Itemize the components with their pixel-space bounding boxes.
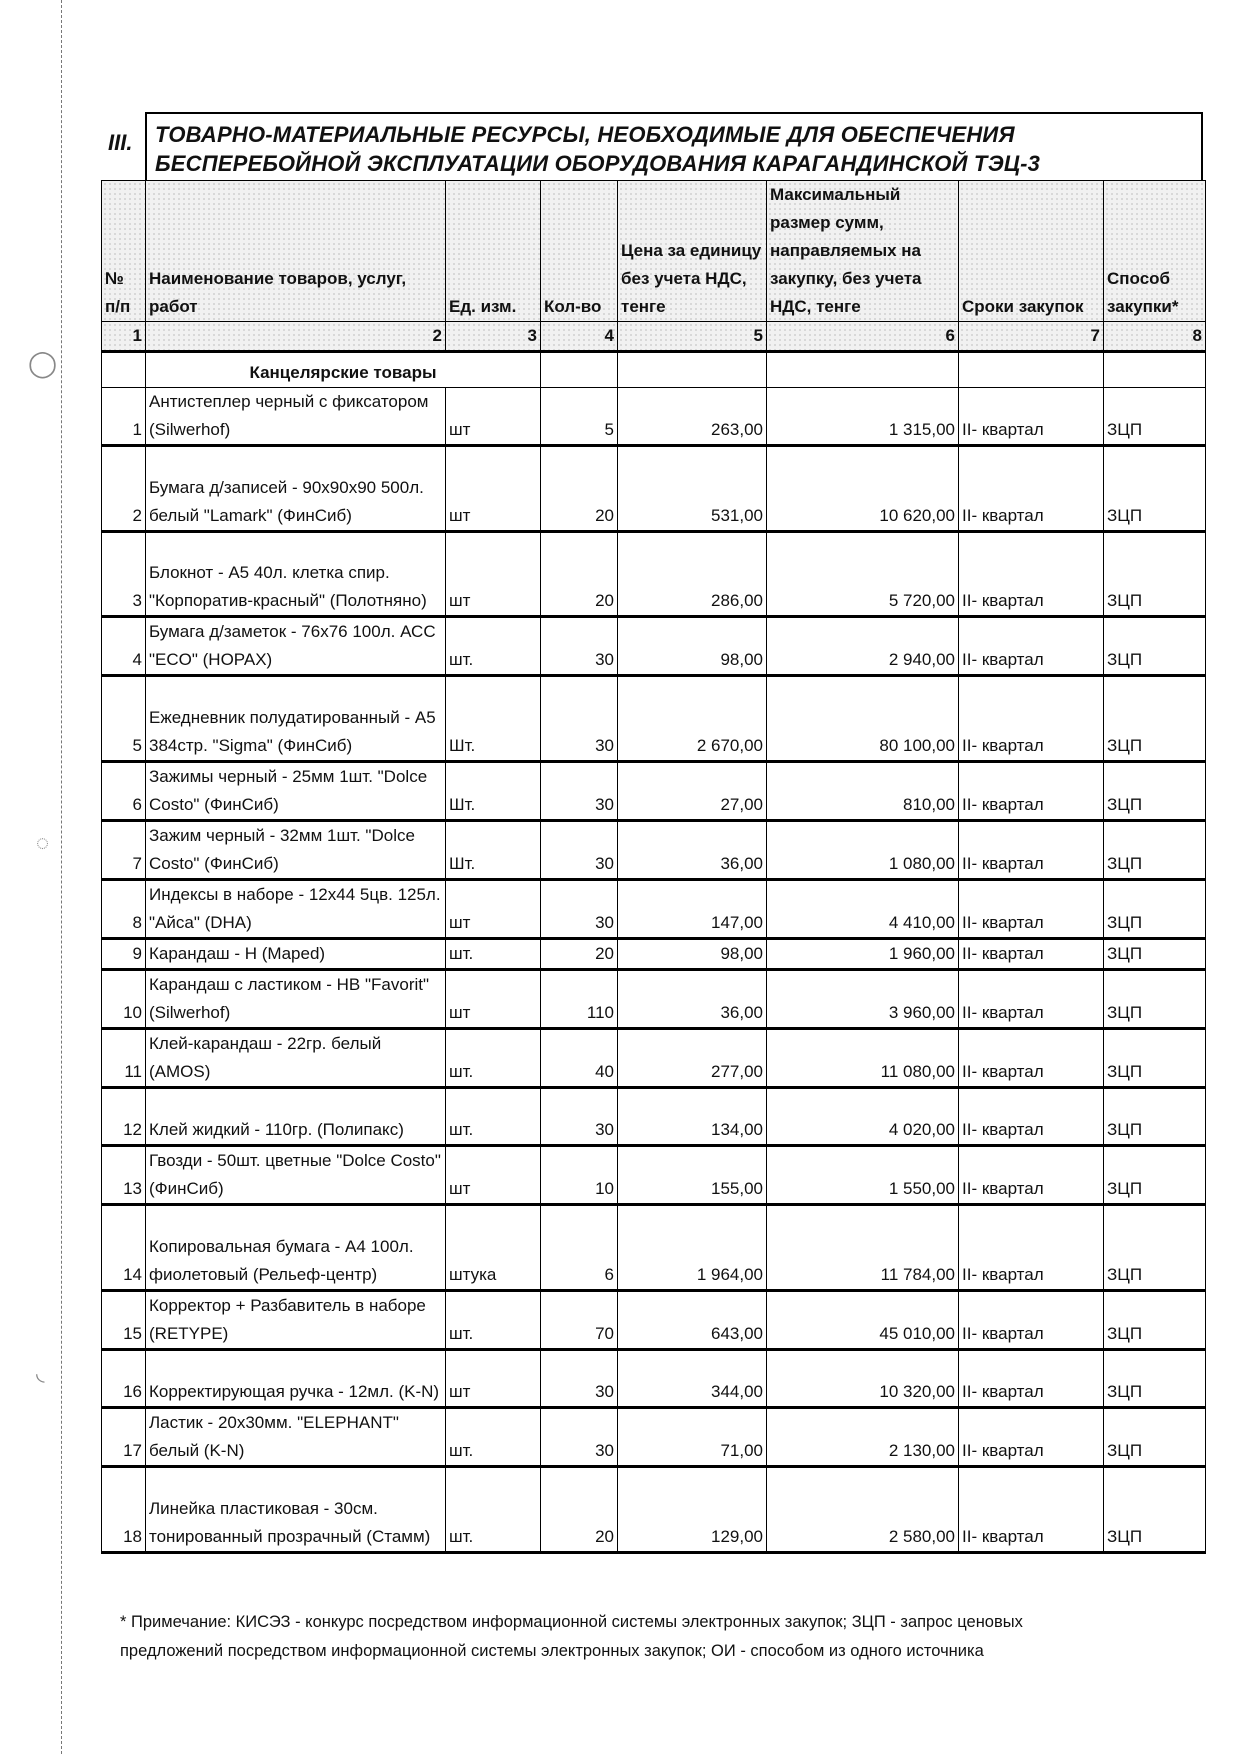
- item-name: Бумага д/заметок - 76х76 100л. АСС "ECO" (HOPAX): [146, 617, 446, 676]
- procurement-term: II- квартал: [959, 388, 1104, 446]
- unit: шт: [446, 532, 541, 617]
- procurement-term: II- квартал: [959, 1146, 1104, 1205]
- item-name: Ежедневник полудатированный - А5 384стр. "Sigma" (ФинСиб): [146, 676, 446, 762]
- unit: шт.: [446, 939, 541, 970]
- procurement-term: II- квартал: [959, 1408, 1104, 1467]
- procurement-method: ЗЦП: [1104, 1350, 1206, 1408]
- quantity: 20: [541, 939, 618, 970]
- unit-price: 643,00: [618, 1291, 767, 1350]
- item-name: Ластик - 20х30мм. "ELEPHANT" белый (K-N): [146, 1408, 446, 1467]
- section-title-line-2: БЕСПЕРЕБОЙНОЙ ЭКСПЛУАТАЦИИ ОБОРУДОВАНИЯ КАРАГАНДИНСКОЙ ТЭЦ-3: [155, 151, 1041, 176]
- quantity: 20: [541, 446, 618, 532]
- row-number: 11: [102, 1029, 146, 1088]
- item-name: Зажимы черный - 25мм 1шт. "Dolce Costo" (ФинСиб): [146, 762, 446, 821]
- max-amount: 2 130,00: [767, 1408, 959, 1467]
- procurement-term: II- квартал: [959, 821, 1104, 880]
- procurement-method: ЗЦП: [1104, 762, 1206, 821]
- quantity: 30: [541, 676, 618, 762]
- procurement-term: II- квартал: [959, 1467, 1104, 1553]
- procurement-term: II- квартал: [959, 676, 1104, 762]
- quantity: 20: [541, 1467, 618, 1553]
- item-name: Бумага д/записей - 90х90х90 500л. белый "Lamark" (ФинСиб): [146, 446, 446, 532]
- row-number: 2: [102, 446, 146, 532]
- category-row: [102, 352, 1206, 388]
- max-amount: 810,00: [767, 762, 959, 821]
- item-name: Антистеплер черный с фиксатором (Silwerhof): [146, 388, 446, 446]
- row-number: 4: [102, 617, 146, 676]
- row-number: 13: [102, 1146, 146, 1205]
- item-name: Клей жидкий - 110гр. (Полипакс): [146, 1088, 446, 1146]
- row-number: 14: [102, 1205, 146, 1291]
- row-number: 3: [102, 532, 146, 617]
- table-row: [102, 821, 1206, 880]
- table-row: [102, 1408, 1206, 1467]
- item-name: Блокнот - А5 40л. клетка спир. "Корпоратив-красный" (Полотняно): [146, 532, 446, 617]
- max-amount: 5 720,00: [767, 532, 959, 617]
- column-number: 3: [446, 322, 541, 352]
- table-row: [102, 970, 1206, 1029]
- table-row: [102, 446, 1206, 532]
- quantity: 10: [541, 1146, 618, 1205]
- table-row: [102, 1467, 1206, 1553]
- quantity: 30: [541, 880, 618, 939]
- binding-margin-line: [61, 0, 63, 1754]
- procurement-method: ЗЦП: [1104, 676, 1206, 762]
- column-number: 8: [1104, 322, 1206, 352]
- unit: шт.: [446, 1088, 541, 1146]
- quantity: 5: [541, 388, 618, 446]
- quantity: 30: [541, 762, 618, 821]
- table-row: [102, 676, 1206, 762]
- unit: шт: [446, 880, 541, 939]
- row-number: 9: [102, 939, 146, 970]
- item-name: Гвозди - 50шт. цветные "Dolce Costo" (ФинСиб): [146, 1146, 446, 1205]
- table-row: [102, 1029, 1206, 1088]
- unit-price: 36,00: [618, 821, 767, 880]
- procurement-method: ЗЦП: [1104, 1205, 1206, 1291]
- item-name: Карандаш с ластиком - HB "Favorit" (Silwerhof): [146, 970, 446, 1029]
- procurement-method: ЗЦП: [1104, 821, 1206, 880]
- max-amount: 10 320,00: [767, 1350, 959, 1408]
- item-name: Копировальная бумага - А4 100л. фиолетовый (Рельеф-центр): [146, 1205, 446, 1291]
- table-row: [102, 532, 1206, 617]
- procurement-term: II- квартал: [959, 617, 1104, 676]
- row-number: 6: [102, 762, 146, 821]
- procurement-term: II- квартал: [959, 446, 1104, 532]
- max-amount: 3 960,00: [767, 970, 959, 1029]
- procurement-term: II- квартал: [959, 970, 1104, 1029]
- quantity: 70: [541, 1291, 618, 1350]
- unit-price: 2 670,00: [618, 676, 767, 762]
- unit: Шт.: [446, 821, 541, 880]
- row-number: 8: [102, 880, 146, 939]
- procurement-term: II- квартал: [959, 532, 1104, 617]
- max-amount: 11 080,00: [767, 1029, 959, 1088]
- column-number: 1: [102, 322, 146, 352]
- item-name: Корректор + Разбавитель в наборе (RETYPE): [146, 1291, 446, 1350]
- table-row: [102, 1146, 1206, 1205]
- procurement-method: ЗЦП: [1104, 1146, 1206, 1205]
- header-total: Максимальный размер сумм, направляемых на закупку, без учета НДС, тенге: [767, 181, 959, 322]
- table-row: [102, 880, 1206, 939]
- procurement-method: ЗЦП: [1104, 1029, 1206, 1088]
- table-row: [102, 388, 1206, 446]
- max-amount: 2 580,00: [767, 1467, 959, 1553]
- max-amount: 45 010,00: [767, 1291, 959, 1350]
- quantity: 30: [541, 617, 618, 676]
- table-row: [102, 1350, 1206, 1408]
- unit: шт.: [446, 1029, 541, 1088]
- max-amount: 1 080,00: [767, 821, 959, 880]
- header-method: Способ закупки*: [1104, 181, 1206, 322]
- row-number: 7: [102, 821, 146, 880]
- procurement-method: ЗЦП: [1104, 617, 1206, 676]
- item-name: Карандаш - H (Maped): [146, 939, 446, 970]
- table-body: [102, 388, 1206, 1553]
- max-amount: 11 784,00: [767, 1205, 959, 1291]
- header-name: Наименование товаров, услуг, работ: [146, 181, 446, 322]
- scan-hole-mark: ◟: [36, 1360, 45, 1385]
- unit-price: 129,00: [618, 1467, 767, 1553]
- unit-price: 98,00: [618, 617, 767, 676]
- procurement-method: ЗЦП: [1104, 1467, 1206, 1553]
- procurement-term: II- квартал: [959, 1205, 1104, 1291]
- max-amount: 10 620,00: [767, 446, 959, 532]
- item-name: Линейка пластиковая - 30см. тонированный прозрачный (Стамм): [146, 1467, 446, 1553]
- column-number: 5: [618, 322, 767, 352]
- column-number: 4: [541, 322, 618, 352]
- row-number: 12: [102, 1088, 146, 1146]
- unit-price: 134,00: [618, 1088, 767, 1146]
- unit: шт.: [446, 1467, 541, 1553]
- unit: Шт.: [446, 762, 541, 821]
- unit-price: 98,00: [618, 939, 767, 970]
- procurement-method: ЗЦП: [1104, 532, 1206, 617]
- item-name: Клей-карандаш - 22гр. белый (AMOS): [146, 1029, 446, 1088]
- table-header-row: [102, 181, 1206, 322]
- quantity: 30: [541, 1408, 618, 1467]
- procurement-term: II- квартал: [959, 939, 1104, 970]
- scan-hole-mark: ◌: [36, 830, 50, 855]
- procurement-method: ЗЦП: [1104, 1408, 1206, 1467]
- unit: шт.: [446, 1408, 541, 1467]
- procurement-term: II- квартал: [959, 1088, 1104, 1146]
- header-unit: Ед. изм.: [446, 181, 541, 322]
- unit-price: 263,00: [618, 388, 767, 446]
- header-no: № п/п: [102, 181, 146, 322]
- header-price: Цена за единицу без учета НДС, тенге: [618, 181, 767, 322]
- procurement-table: [101, 180, 1206, 1554]
- unit-price: 531,00: [618, 446, 767, 532]
- unit-price: 344,00: [618, 1350, 767, 1408]
- table-row: [102, 762, 1206, 821]
- quantity: 30: [541, 1088, 618, 1146]
- max-amount: 4 410,00: [767, 880, 959, 939]
- quantity: 6: [541, 1205, 618, 1291]
- unit: шт.: [446, 1291, 541, 1350]
- section-title-line-1: ТОВАРНО-МАТЕРИАЛЬНЫЕ РЕСУРСЫ, НЕОБХОДИМЫЕ ДЛЯ ОБЕСПЕЧЕНИЯ: [155, 122, 1015, 147]
- item-name: Корректирующая ручка - 12мл. (K-N): [146, 1350, 446, 1408]
- max-amount: 1 960,00: [767, 939, 959, 970]
- row-number: 17: [102, 1408, 146, 1467]
- unit: шт.: [446, 617, 541, 676]
- procurement-method: ЗЦП: [1104, 880, 1206, 939]
- unit-price: 286,00: [618, 532, 767, 617]
- max-amount: 1 550,00: [767, 1146, 959, 1205]
- unit-price: 36,00: [618, 970, 767, 1029]
- procurement-method: ЗЦП: [1104, 446, 1206, 532]
- column-number: 7: [959, 322, 1104, 352]
- table-row: [102, 1205, 1206, 1291]
- unit-price: 277,00: [618, 1029, 767, 1088]
- row-number: 15: [102, 1291, 146, 1350]
- quantity: 30: [541, 821, 618, 880]
- unit: шт: [446, 970, 541, 1029]
- unit: Шт.: [446, 676, 541, 762]
- max-amount: 4 020,00: [767, 1088, 959, 1146]
- footnote: * Примечание: КИСЭЗ - конкурс посредством информационной системы электронных закупок; ЗЦП - запрос ценовых предложений посредством информационной системы электронных закупок; ОИ - способом из одного источника: [120, 1613, 1023, 1660]
- column-number: 6: [767, 322, 959, 352]
- table-row: [102, 1291, 1206, 1350]
- header-qty: Кол-во: [541, 181, 618, 322]
- max-amount: 80 100,00: [767, 676, 959, 762]
- procurement-method: ЗЦП: [1104, 1088, 1206, 1146]
- quantity: 40: [541, 1029, 618, 1088]
- max-amount: 2 940,00: [767, 617, 959, 676]
- quantity: 30: [541, 1350, 618, 1408]
- column-number: 2: [146, 322, 446, 352]
- unit: шт: [446, 388, 541, 446]
- scan-hole-mark: ◯: [28, 348, 58, 378]
- category-label: Канцелярские товары: [146, 352, 541, 388]
- procurement-method: ЗЦП: [1104, 388, 1206, 446]
- row-number: 10: [102, 970, 146, 1029]
- column-number-row: [102, 322, 1206, 352]
- table-row: [102, 939, 1206, 970]
- procurement-term: II- квартал: [959, 1029, 1104, 1088]
- unit: шт: [446, 1350, 541, 1408]
- row-number: 1: [102, 388, 146, 446]
- unit-price: 71,00: [618, 1408, 767, 1467]
- unit: штука: [446, 1205, 541, 1291]
- item-name: Индексы в наборе - 12х44 5цв. 125л. "Айса" (DHA): [146, 880, 446, 939]
- procurement-method: ЗЦП: [1104, 970, 1206, 1029]
- quantity: 110: [541, 970, 618, 1029]
- row-number: 16: [102, 1350, 146, 1408]
- procurement-term: II- квартал: [959, 1291, 1104, 1350]
- section-number: III.: [108, 130, 133, 155]
- max-amount: 1 315,00: [767, 388, 959, 446]
- procurement-method: ЗЦП: [1104, 939, 1206, 970]
- unit-price: 147,00: [618, 880, 767, 939]
- procurement-term: II- квартал: [959, 762, 1104, 821]
- unit-price: 155,00: [618, 1146, 767, 1205]
- quantity: 20: [541, 532, 618, 617]
- section-title: [145, 112, 1203, 180]
- row-number: 5: [102, 676, 146, 762]
- table-row: [102, 617, 1206, 676]
- unit-price: 1 964,00: [618, 1205, 767, 1291]
- table-row: [102, 1088, 1206, 1146]
- item-name: Зажим черный - 32мм 1шт. "Dolce Costo" (ФинСиб): [146, 821, 446, 880]
- unit: шт: [446, 1146, 541, 1205]
- procurement-term: II- квартал: [959, 880, 1104, 939]
- procurement-term: II- квартал: [959, 1350, 1104, 1408]
- header-term: Сроки закупок: [959, 181, 1104, 322]
- row-number: 18: [102, 1467, 146, 1553]
- unit: шт: [446, 446, 541, 532]
- procurement-method: ЗЦП: [1104, 1291, 1206, 1350]
- unit-price: 27,00: [618, 762, 767, 821]
